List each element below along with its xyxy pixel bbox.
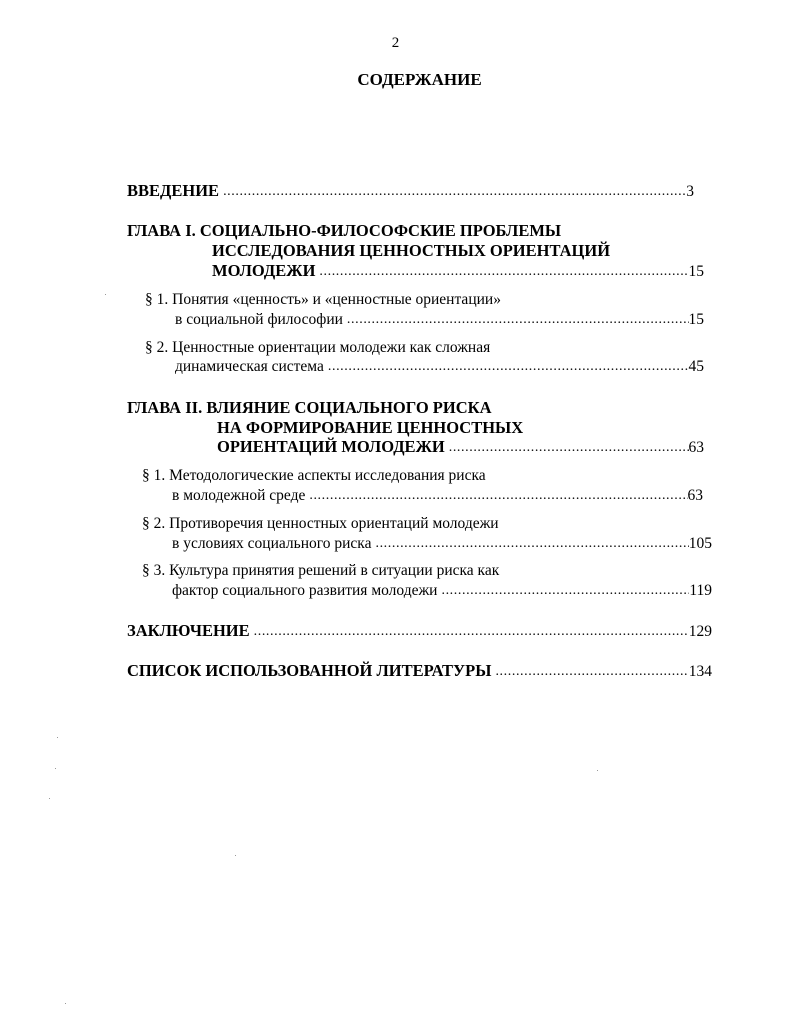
toc-entry-label: § 2. Противоречия ценностных ориентаций молодежи <box>142 515 499 532</box>
toc-entry-chapter-1[interactable] <box>212 261 704 283</box>
toc-entry-label: § 1. Понятия «ценность» и «ценностные ориентации» <box>145 291 501 308</box>
scan-speck <box>49 798 50 799</box>
toc-page-number: 105 <box>688 535 712 552</box>
dot-leader <box>305 486 687 506</box>
dot-leader <box>445 438 689 458</box>
toc-entry-label: ОРИЕНТАЦИЙ МОЛОДЕЖИ <box>217 437 445 456</box>
toc-chapter-1-line-1 <box>127 221 561 241</box>
toc-entry-label: ИССЛЕДОВАНИЯ ЦЕННОСТНЫХ ОРИЕНТАЦИЙ <box>212 241 611 260</box>
toc-page-number: 129 <box>688 623 712 640</box>
toc-entry-section-2-3[interactable] <box>172 581 712 602</box>
toc-entry-label: ГЛАВА I. СОЦИАЛЬНО-ФИЛОСОФСКИЕ ПРОБЛЕМЫ <box>127 221 562 240</box>
toc-entry-label: в молодежной среде <box>172 487 306 504</box>
toc-entry-section-2-2[interactable] <box>172 534 712 555</box>
toc-page-number: 15 <box>688 311 704 328</box>
toc-entry-section-1-2[interactable] <box>175 357 704 378</box>
toc-entry-label: ВВЕДЕНИЕ <box>127 181 220 200</box>
dot-leader <box>437 581 689 601</box>
toc-entry-label: § 2. Ценностные ориентации молодежи как сложная <box>145 339 491 356</box>
scan-speck <box>55 768 56 769</box>
dot-leader <box>343 310 689 330</box>
scan-speck <box>65 1003 66 1004</box>
toc-page-number: 15 <box>688 263 704 280</box>
toc-section-2-3-line-1 <box>142 561 499 581</box>
toc-entry-label: § 1. Методологические аспекты исследования риска <box>142 467 486 484</box>
toc-entry-chapter-2[interactable] <box>217 437 704 459</box>
toc-section-1-1-line-1 <box>145 290 501 310</box>
toc-entry-label: динамическая система <box>175 358 324 375</box>
page-title: СОДЕРЖАНИЕ <box>357 70 482 89</box>
toc-section-1-2-line-1 <box>145 338 490 358</box>
dot-leader <box>371 534 688 554</box>
dot-leader <box>491 662 688 682</box>
toc-entry-section-2-1[interactable] <box>172 486 703 507</box>
toc-page-number: 63 <box>687 487 703 504</box>
page-number: 2 <box>391 35 400 51</box>
dot-leader <box>315 262 688 282</box>
toc-entry-label: СПИСОК ИСПОЛЬЗОВАННОЙ ЛИТЕРАТУРЫ <box>127 661 492 680</box>
toc-entry-conclusion[interactable] <box>127 621 712 643</box>
dot-leader <box>219 182 686 202</box>
toc-entry-label: МОЛОДЕЖИ <box>212 261 316 280</box>
toc-entry-section-1-1[interactable] <box>175 310 704 331</box>
toc-entry-label: ЗАКЛЮЧЕНИЕ <box>127 621 250 640</box>
toc-entry-label: фактор социального развития молодежи <box>172 582 438 599</box>
dot-leader <box>324 357 689 377</box>
toc-entry-label: ГЛАВА II. ВЛИЯНИЕ СОЦИАЛЬНОГО РИСКА <box>127 398 492 417</box>
scan-speck <box>235 855 236 856</box>
toc-entry-references[interactable] <box>127 661 712 683</box>
toc-page-number: 63 <box>688 439 704 456</box>
toc-section-2-2-line-1 <box>142 514 499 534</box>
toc-entry-label: в условиях социального риска <box>172 535 372 552</box>
toc-chapter-1-line-2 <box>212 241 610 261</box>
toc-entry-label: § 3. Культура принятия решений в ситуации риска как <box>142 562 500 579</box>
toc-page-number: 119 <box>689 582 712 599</box>
toc-entry-label: НА ФОРМИРОВАНИЕ ЦЕННОСТНЫХ <box>217 418 524 437</box>
toc-entry-label: в социальной философии <box>175 311 343 328</box>
toc-page-number: 45 <box>688 358 704 375</box>
toc-section-2-1-line-1 <box>142 466 486 486</box>
scan-speck <box>57 737 58 738</box>
scan-speck <box>105 294 106 295</box>
scan-speck <box>597 770 598 771</box>
toc-chapter-2-line-1 <box>127 398 492 418</box>
toc-page-number: 3 <box>686 183 694 200</box>
dot-leader <box>250 622 689 642</box>
toc-entry-introduction[interactable] <box>127 181 694 203</box>
toc-page-number: 134 <box>688 663 712 680</box>
toc-chapter-2-line-2 <box>217 418 523 438</box>
